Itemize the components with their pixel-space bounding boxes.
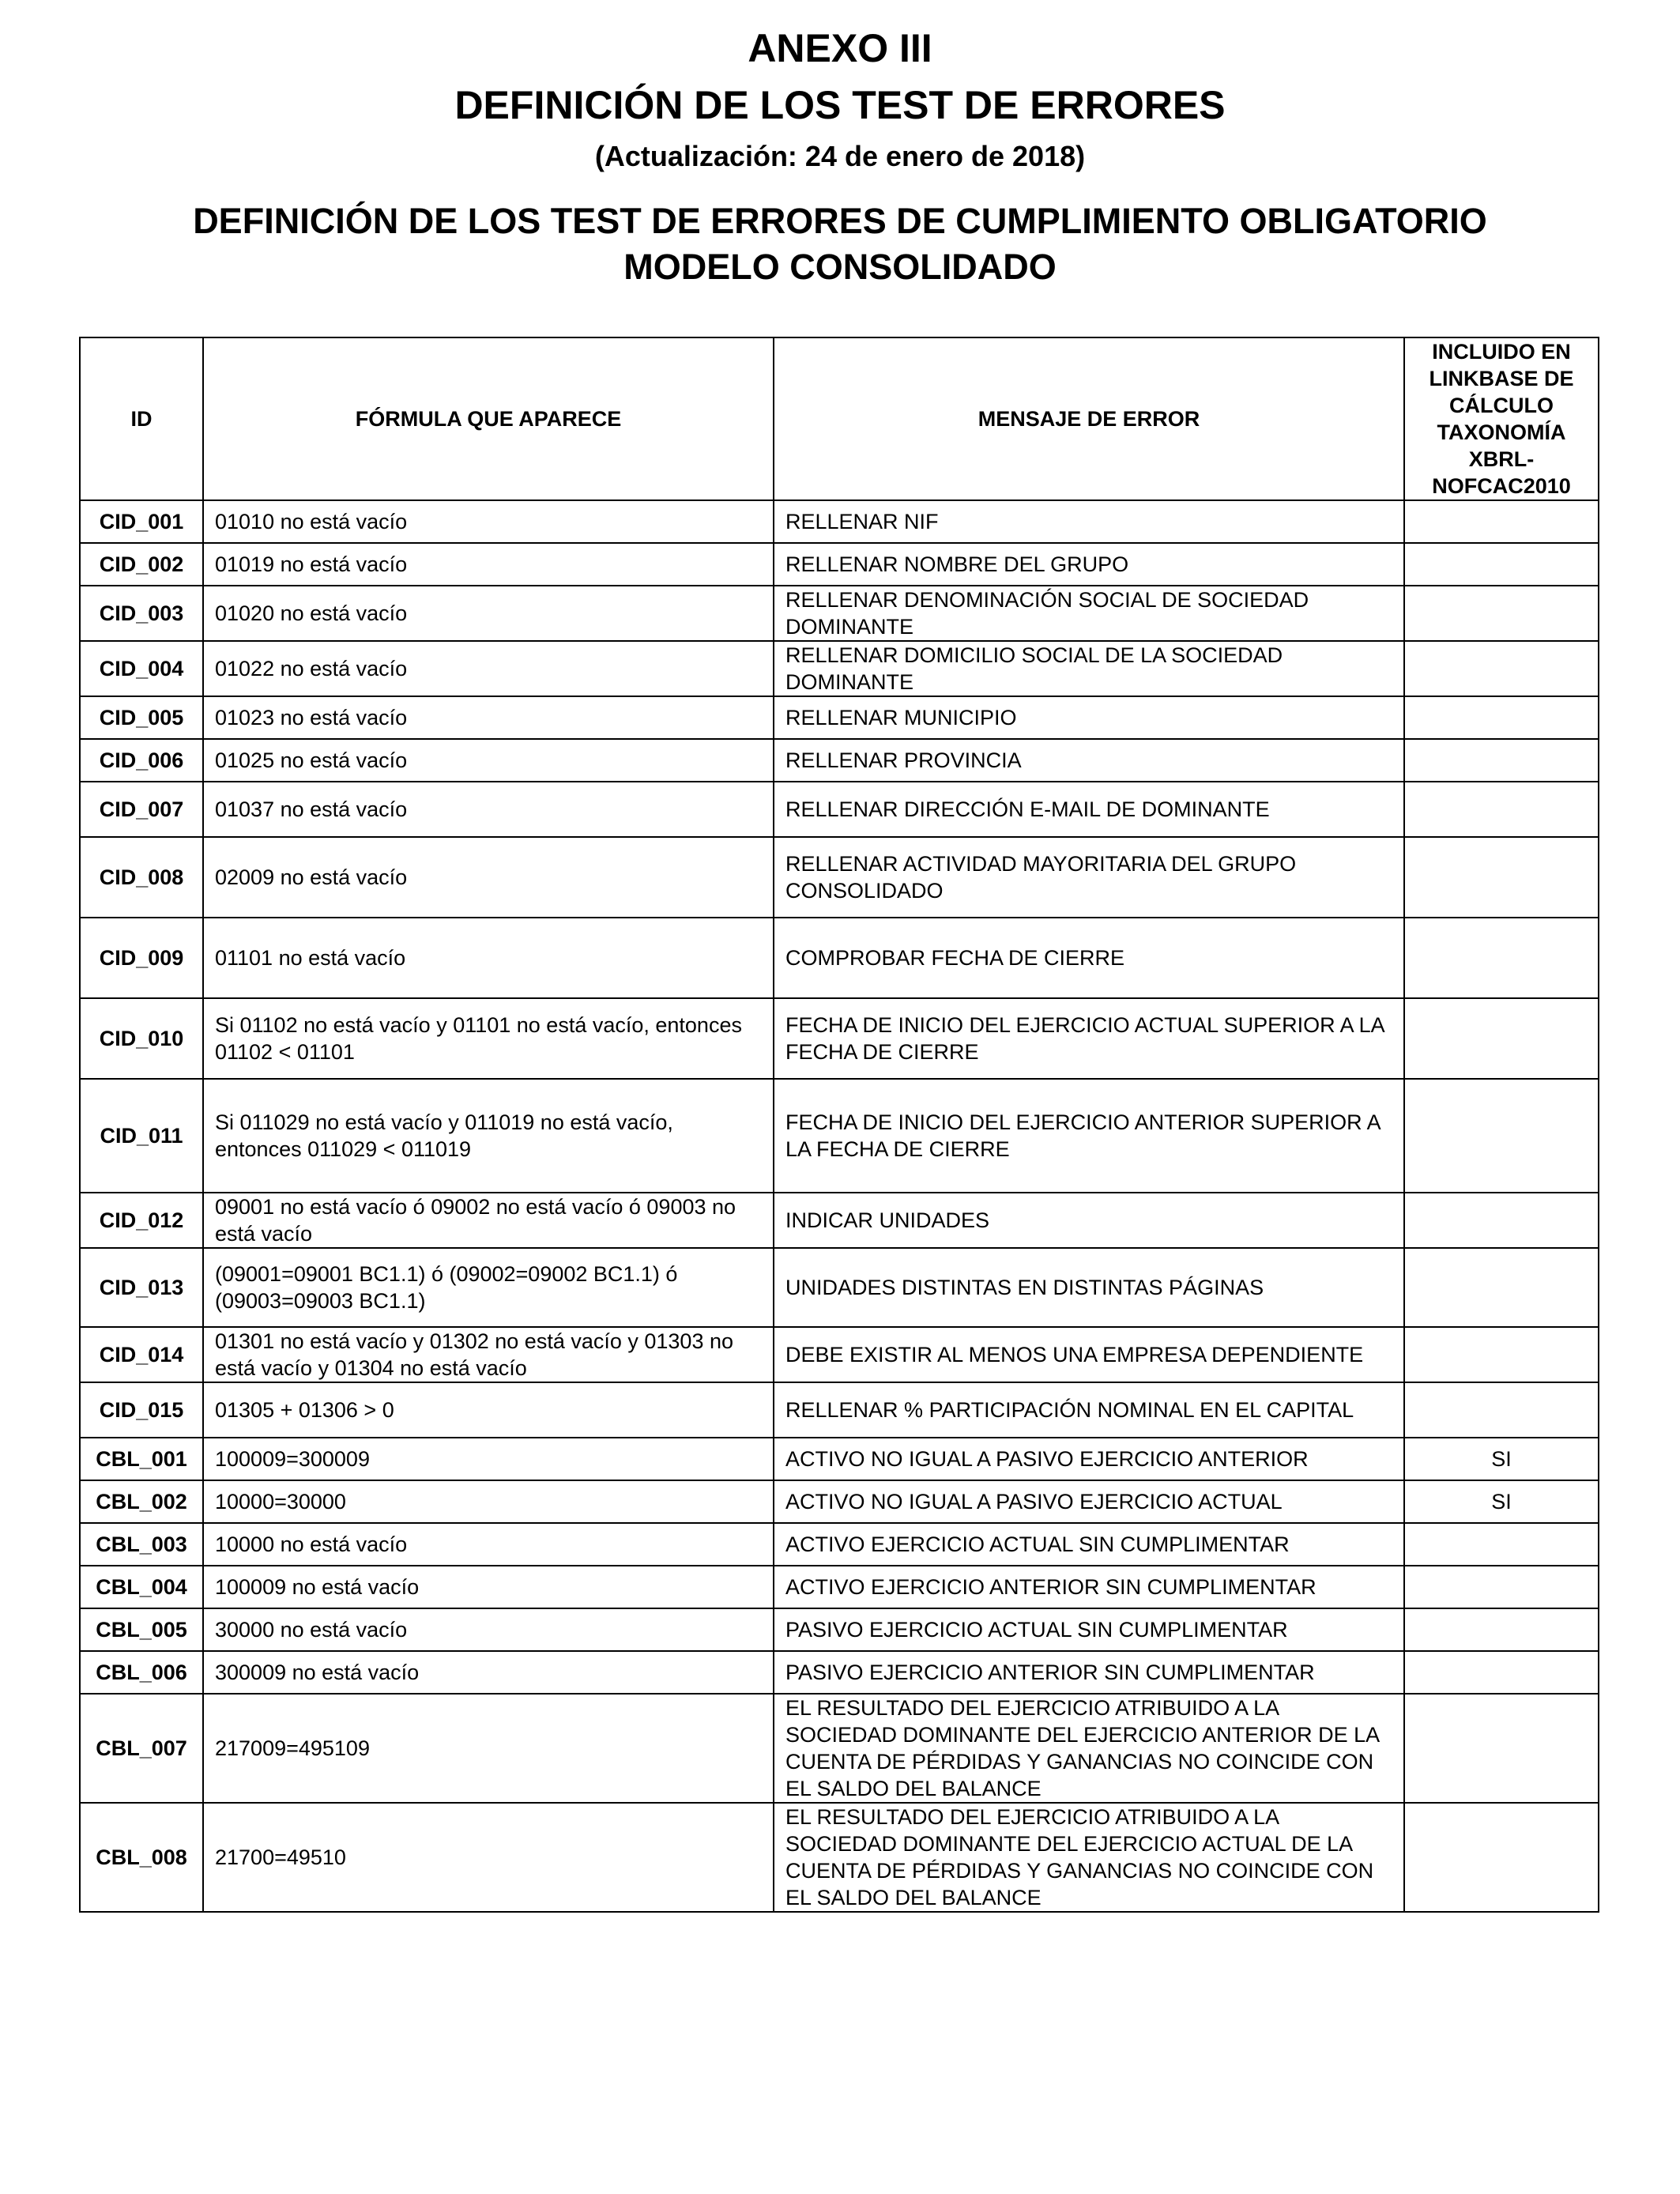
cell-message: ACTIVO NO IGUAL A PASIVO EJERCICIO ACTUAL — [774, 1480, 1404, 1523]
cell-included — [1404, 500, 1599, 543]
cell-included: SI — [1404, 1438, 1599, 1480]
column-header-included: INCLUIDO EN LINKBASE DE CÁLCULO TAXONOMÍA XBRL-NOFCAC2010 — [1404, 337, 1599, 500]
cell-id: CID_009 — [80, 918, 203, 998]
column-header-formula: FÓRMULA QUE APARECE — [203, 337, 774, 500]
table-row — [80, 1248, 1599, 1327]
cell-message: RELLENAR PROVINCIA — [774, 739, 1404, 782]
table-row — [80, 586, 1599, 641]
cell-message: RELLENAR NIF — [774, 500, 1404, 543]
cell-included — [1404, 641, 1599, 696]
table-row — [80, 1694, 1599, 1803]
cell-id: CID_008 — [80, 837, 203, 918]
table-row — [80, 1382, 1599, 1438]
cell-id: CID_011 — [80, 1079, 203, 1193]
cell-formula: 100009=300009 — [203, 1438, 774, 1480]
cell-id: CBL_007 — [80, 1694, 203, 1803]
cell-id: CBL_008 — [80, 1803, 203, 1912]
cell-included — [1404, 998, 1599, 1079]
cell-included — [1404, 1327, 1599, 1382]
table-row — [80, 918, 1599, 998]
cell-id: CID_014 — [80, 1327, 203, 1382]
cell-message: COMPROBAR FECHA DE CIERRE — [774, 918, 1404, 998]
cell-message: RELLENAR DENOMINACIÓN SOCIAL DE SOCIEDAD DOMINANTE — [774, 586, 1404, 641]
cell-included — [1404, 1803, 1599, 1912]
cell-included — [1404, 1248, 1599, 1327]
cell-included — [1404, 1694, 1599, 1803]
cell-message: INDICAR UNIDADES — [774, 1193, 1404, 1248]
cell-formula: 01037 no está vacío — [203, 782, 774, 837]
table-row — [80, 1803, 1599, 1912]
table-row — [80, 1327, 1599, 1382]
cell-message: PASIVO EJERCICIO ACTUAL SIN CUMPLIMENTAR — [774, 1608, 1404, 1651]
cell-formula: 100009 no está vacío — [203, 1566, 774, 1608]
error-tests-table — [79, 337, 1599, 1913]
cell-formula: 01305 + 01306 > 0 — [203, 1382, 774, 1438]
table-header-row — [80, 337, 1599, 500]
cell-id: CID_003 — [80, 586, 203, 641]
section-title: DEFINICIÓN DE LOS TEST DE ERRORES DE CUMPLIMIENTO OBLIGATORIO — [193, 201, 1487, 241]
cell-included — [1404, 543, 1599, 586]
cell-message: RELLENAR DOMICILIO SOCIAL DE LA SOCIEDAD DOMINANTE — [774, 641, 1404, 696]
cell-formula: 300009 no está vacío — [203, 1651, 774, 1694]
cell-message: ACTIVO EJERCICIO ACTUAL SIN CUMPLIMENTAR — [774, 1523, 1404, 1566]
cell-included — [1404, 1566, 1599, 1608]
cell-included — [1404, 696, 1599, 739]
cell-message: UNIDADES DISTINTAS EN DISTINTAS PÁGINAS — [774, 1248, 1404, 1327]
cell-formula: 01023 no está vacío — [203, 696, 774, 739]
cell-included — [1404, 586, 1599, 641]
cell-id: CBL_001 — [80, 1438, 203, 1480]
cell-formula: 21700=49510 — [203, 1803, 774, 1912]
cell-id: CID_007 — [80, 782, 203, 837]
cell-id: CID_013 — [80, 1248, 203, 1327]
cell-included — [1404, 1079, 1599, 1193]
cell-included — [1404, 1608, 1599, 1651]
cell-formula: 10000=30000 — [203, 1480, 774, 1523]
document-title: DEFINICIÓN DE LOS TEST DE ERRORES — [454, 83, 1226, 127]
cell-formula: 09001 no está vacío ó 09002 no está vacío ó 09003 no está vacío — [203, 1193, 774, 1248]
cell-formula: Si 01102 no está vacío y 01101 no está vacío, entonces 01102 < 01101 — [203, 998, 774, 1079]
cell-id: CID_006 — [80, 739, 203, 782]
table-row — [80, 998, 1599, 1079]
cell-formula: (09001=09001 BC1.1) ó (09002=09002 BC1.1) ó (09003=09003 BC1.1) — [203, 1248, 774, 1327]
table-row — [80, 543, 1599, 586]
cell-id: CID_001 — [80, 500, 203, 543]
cell-id: CBL_006 — [80, 1651, 203, 1694]
cell-id: CID_012 — [80, 1193, 203, 1248]
cell-message: RELLENAR NOMBRE DEL GRUPO — [774, 543, 1404, 586]
section-subtitle: MODELO CONSOLIDADO — [623, 247, 1057, 287]
cell-formula: 01010 no está vacío — [203, 500, 774, 543]
table-row — [80, 1480, 1599, 1523]
cell-message: FECHA DE INICIO DEL EJERCICIO ANTERIOR SUPERIOR A LA FECHA DE CIERRE — [774, 1079, 1404, 1193]
cell-message: FECHA DE INICIO DEL EJERCICIO ACTUAL SUPERIOR A LA FECHA DE CIERRE — [774, 998, 1404, 1079]
column-header-message: MENSAJE DE ERROR — [774, 337, 1404, 500]
cell-formula: 217009=495109 — [203, 1694, 774, 1803]
cell-included — [1404, 1523, 1599, 1566]
cell-message: RELLENAR DIRECCIÓN E-MAIL DE DOMINANTE — [774, 782, 1404, 837]
table-row — [80, 1523, 1599, 1566]
cell-formula: 10000 no está vacío — [203, 1523, 774, 1566]
table-row — [80, 782, 1599, 837]
table-row — [80, 1079, 1599, 1193]
cell-formula: 01020 no está vacío — [203, 586, 774, 641]
table-row — [80, 500, 1599, 543]
cell-included — [1404, 918, 1599, 998]
table-row — [80, 837, 1599, 918]
column-header-id: ID — [80, 337, 203, 500]
cell-formula: Si 011029 no está vacío y 011019 no está vacío, entonces 011029 < 011019 — [203, 1079, 774, 1193]
cell-included — [1404, 1651, 1599, 1694]
cell-included — [1404, 1382, 1599, 1438]
cell-message: ACTIVO NO IGUAL A PASIVO EJERCICIO ANTERIOR — [774, 1438, 1404, 1480]
cell-id: CID_010 — [80, 998, 203, 1079]
table-body — [80, 500, 1599, 1912]
cell-message: EL RESULTADO DEL EJERCICIO ATRIBUIDO A LA SOCIEDAD DOMINANTE DEL EJERCICIO ANTERIOR DE LA CUENTA DE PÉRDIDAS Y GANANCIAS NO COINCIDE CON EL SALDO DEL BALANCE — [774, 1694, 1404, 1803]
cell-formula: 01019 no está vacío — [203, 543, 774, 586]
update-date: (Actualización: 24 de enero de 2018) — [594, 140, 1086, 172]
cell-message: RELLENAR % PARTICIPACIÓN NOMINAL EN EL CAPITAL — [774, 1382, 1404, 1438]
cell-id: CID_005 — [80, 696, 203, 739]
table-row — [80, 1651, 1599, 1694]
cell-message: PASIVO EJERCICIO ANTERIOR SIN CUMPLIMENTAR — [774, 1651, 1404, 1694]
cell-id: CID_015 — [80, 1382, 203, 1438]
cell-id: CID_004 — [80, 641, 203, 696]
cell-id: CBL_002 — [80, 1480, 203, 1523]
table-row — [80, 1193, 1599, 1248]
table-row — [80, 739, 1599, 782]
cell-message: RELLENAR MUNICIPIO — [774, 696, 1404, 739]
table-row — [80, 696, 1599, 739]
cell-message: EL RESULTADO DEL EJERCICIO ATRIBUIDO A LA SOCIEDAD DOMINANTE DEL EJERCICIO ACTUAL DE LA CUENTA DE PÉRDIDAS Y GANANCIAS NO COINCIDE CON EL SALDO DEL BALANCE — [774, 1803, 1404, 1912]
cell-formula: 02009 no está vacío — [203, 837, 774, 918]
cell-included — [1404, 1193, 1599, 1248]
table-row — [80, 1608, 1599, 1651]
cell-id: CID_002 — [80, 543, 203, 586]
cell-formula: 30000 no está vacío — [203, 1608, 774, 1651]
cell-message: RELLENAR ACTIVIDAD MAYORITARIA DEL GRUPO CONSOLIDADO — [774, 837, 1404, 918]
cell-message: ACTIVO EJERCICIO ANTERIOR SIN CUMPLIMENTAR — [774, 1566, 1404, 1608]
cell-id: CBL_004 — [80, 1566, 203, 1608]
annex-title: ANEXO III — [748, 26, 932, 70]
cell-id: CBL_005 — [80, 1608, 203, 1651]
table-row — [80, 641, 1599, 696]
cell-formula: 01301 no está vacío y 01302 no está vacío y 01303 no está vacío y 01304 no está vacío — [203, 1327, 774, 1382]
cell-formula: 01101 no está vacío — [203, 918, 774, 998]
cell-formula: 01025 no está vacío — [203, 739, 774, 782]
cell-formula: 01022 no está vacío — [203, 641, 774, 696]
cell-id: CBL_003 — [80, 1523, 203, 1566]
cell-included — [1404, 837, 1599, 918]
table-row — [80, 1566, 1599, 1608]
cell-included — [1404, 739, 1599, 782]
table-row — [80, 1438, 1599, 1480]
cell-included — [1404, 782, 1599, 837]
cell-included: SI — [1404, 1480, 1599, 1523]
cell-message: DEBE EXISTIR AL MENOS UNA EMPRESA DEPENDIENTE — [774, 1327, 1404, 1382]
